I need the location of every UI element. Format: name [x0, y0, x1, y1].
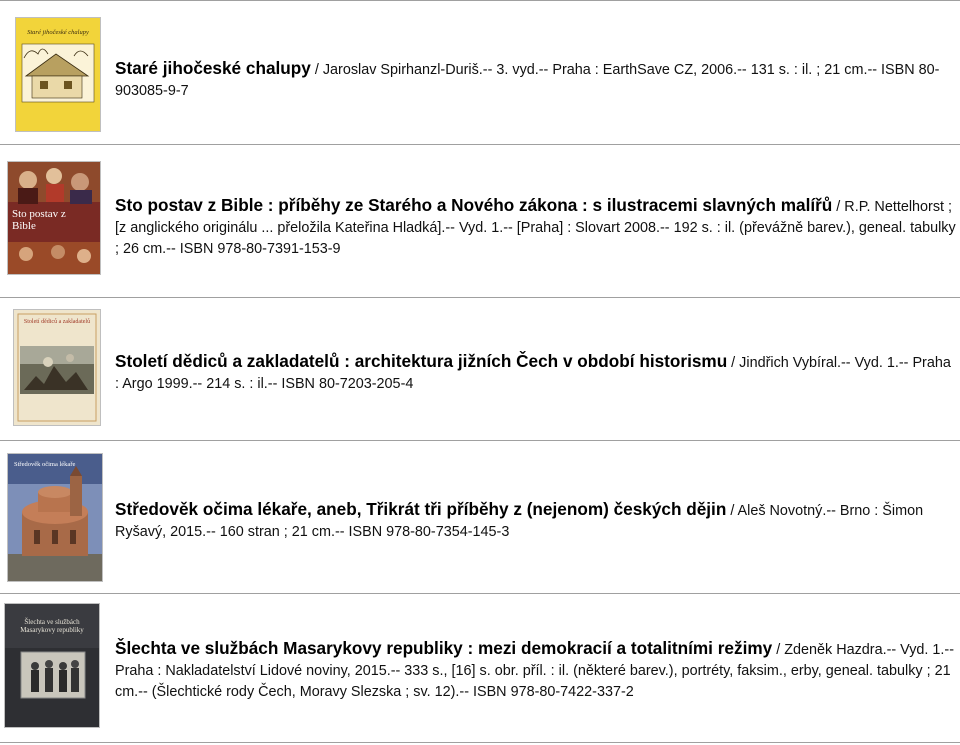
book-title-link[interactable]: Středověk očima lékaře, aneb, Třikrát tři příběhy z (nejenom) českých dějin — [115, 499, 727, 519]
battle-illustration — [14, 310, 100, 425]
book-details: / R.P. Nettelhorst ; [z anglického originálu ... přeložila Kateřina Hladká].-- Vyd. 1.-- [Praha] : Slovart 2008.-- 192 s. : il. (převážně barev.), geneal. tabulky ; 26 cm.-- ISBN 978-80-7391-153-9 — [115, 199, 956, 257]
book-details: / Jaroslav Spirhanzl-Duriš.-- 3. vyd.-- Praha : EarthSave CZ, 2006.-- 131 s. : il. ; 21 cm.-- ISBN 80-903085-9-7 — [115, 62, 940, 99]
cover-title: Středověk očima lékaře — [14, 461, 76, 468]
book-cover[interactable] — [5, 604, 99, 727]
book-cover[interactable] — [14, 310, 100, 425]
citation — [115, 58, 956, 102]
book-cover[interactable] — [8, 454, 102, 581]
citation — [115, 499, 956, 543]
cover-title: Sto postav z Bible — [12, 208, 66, 232]
book-entry — [0, 144, 960, 297]
book-entry — [0, 0, 960, 144]
cover-title: Staré jihočeské chalupy — [27, 29, 89, 36]
cover-title: Století dědiců a zakladatelů — [23, 319, 91, 325]
book-entry — [0, 440, 960, 593]
separator — [0, 742, 960, 743]
citation — [115, 638, 956, 703]
book-details: / Zdeněk Hazdra.-- Vyd. 1.-- Praha : Nakladatelství Lidové noviny, 2015.-- 333 s., [16] s. obr. příl. : il. (některé barev.), portréty, faksim., erby, geneal. tabulky ; 21 cm.-- (Šlechtické rody Čech, Moravy Slezska ; sv. 12).-- ISBN 978-80-7422-337-2 — [115, 642, 955, 700]
book-title-link[interactable]: Sto postav z Bible : příběhy ze Starého a Nového zákona : s ilustracemi slavných malířů — [115, 195, 833, 215]
book-title-link[interactable]: Šlechta ve službách Masarykovy republiky : mezi demokracií a totalitními režimy — [115, 638, 773, 658]
book-cover[interactable] — [8, 162, 100, 274]
book-entry — [0, 297, 960, 440]
cover-title: Šlechta ve službách Masarykovy republiky — [20, 618, 84, 634]
book-details: / Aleš Novotný.-- Brno : Šimon Ryšavý, 2015.-- 160 stran ; 21 cm.-- ISBN 978-80-7354-145-3 — [115, 503, 924, 540]
citation — [115, 351, 956, 395]
book-title-link[interactable]: Století dědiců a zakladatelů : architektura jižních Čech v období historismu — [115, 351, 728, 371]
book-entry — [0, 593, 960, 742]
book-details: / Jindřich Vybíral.-- Vyd. 1.-- Praha : Argo 1999.-- 214 s. : il.-- ISBN 80-7203-205-4 — [115, 355, 951, 392]
book-title-link[interactable]: Staré jihočeské chalupy — [115, 58, 311, 78]
rotunda-illustration — [8, 454, 102, 581]
book-cover[interactable] — [16, 18, 100, 131]
citation — [115, 195, 956, 260]
